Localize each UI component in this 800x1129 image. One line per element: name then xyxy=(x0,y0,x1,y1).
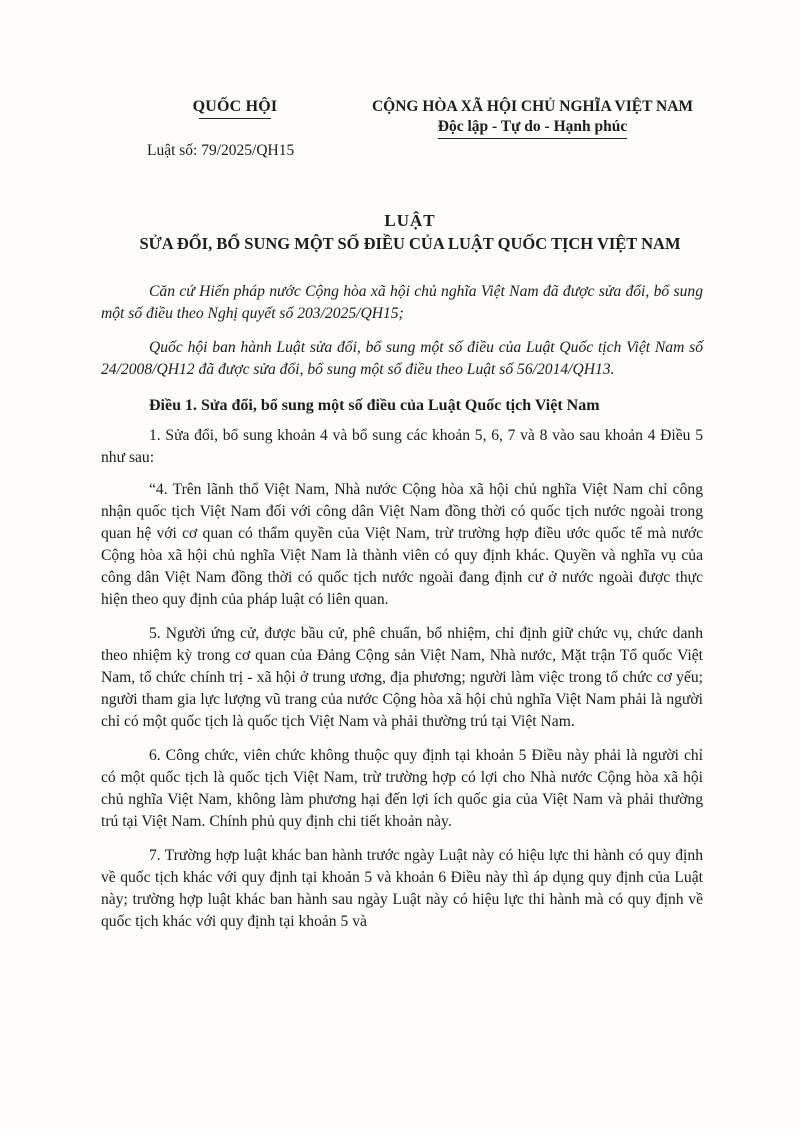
organization-name: QUỐC HỘI xyxy=(192,98,278,115)
nation-name: CỘNG HÒA XÃ HỘI CHỦ NGHĨA VIỆT NAM xyxy=(371,98,694,115)
issuing-body xyxy=(150,98,320,119)
article-paragraph: 7. Trường hợp luật khác ban hành trước ngày Luật này có hiệu lực thi hành có quy định về quốc tịch khác với quy định tại khoản 5 và khoản 6 Điều này thì áp dụng quy định của Luật này; trường hợp luật khác ban hành sau ngày Luật này có hiệu lực thi hành mà có quy định về quốc tịch khác với quy định tại khoản 5 và xyxy=(101,847,703,930)
law-subtitle: SỬA ĐỔI, BỔ SUNG MỘT SỐ ĐIỀU CỦA LUẬT QUỐC TỊCH VIỆT NAM xyxy=(139,234,681,253)
organization-underline xyxy=(199,118,271,119)
article-heading: Điều 1. Sửa đổi, bổ sung một số điều của Luật Quốc tịch Việt Nam xyxy=(149,397,600,414)
document-body xyxy=(101,281,703,945)
preamble-paragraph: Quốc hội ban hành Luật sửa đổi, bổ sung một số điều của Luật Quốc tịch Việt Nam số 24/2008/QH12 đã được sửa đổi, bổ sung một số điều theo Luật số 56/2014/QH13. xyxy=(101,339,703,378)
article-paragraph: 6. Công chức, viên chức không thuộc quy định tại khoản 5 Điều này phải là người chỉ có một quốc tịch là quốc tịch Việt Nam, trừ trường hợp có lợi cho Nhà nước Cộng hòa xã hội chủ nghĩa Việt Nam, không làm phương hại đến lợi ích quốc gia của Việt Nam và phải thường trú tại Việt Nam. Chính phủ quy định chi tiết khoản này. xyxy=(101,747,703,830)
article-paragraph: 5. Người ứng cử, được bầu cử, phê chuẩn, bổ nhiệm, chỉ định giữ chức vụ, chức danh theo nhiệm kỳ trong cơ quan của Đảng Cộng sản Việt Nam, Nhà nước, Mặt trận Tổ quốc Việt Nam, tổ chức chính trị - xã hội ở trung ương, địa phương; người làm việc trong tổ chức cơ yếu; người tham gia lực lượng vũ trang của nước Cộng hòa xã hội chủ nghĩa Việt Nam phải là người chỉ có một quốc tịch là quốc tịch Việt Nam và phải thường trú tại Việt Nam. xyxy=(101,625,703,730)
law-title: LUẬT xyxy=(384,211,436,230)
law-title-block xyxy=(100,211,720,254)
national-header xyxy=(360,98,705,139)
article-paragraph: “4. Trên lãnh thổ Việt Nam, Nhà nước Cộng hòa xã hội chủ nghĩa Việt Nam chỉ công nhận quốc tịch Việt Nam đối với công dân Việt Nam đồng thời có quốc tịch nước ngoài trong quan hệ với cơ quan có thẩm quyền của Việt Nam, trừ trường hợp điều ước quốc tế mà nước Cộng hòa xã hội chủ nghĩa Việt Nam là thành viên có quy định khác. Quyền và nghĩa vụ của công dân Việt Nam đồng thời có quốc tịch nước ngoài đang định cư ở nước ngoài được thực hiện theo quy định của pháp luật có liên quan. xyxy=(101,481,703,608)
law-number: Luật số: 79/2025/QH15 xyxy=(147,142,295,159)
preamble-paragraph: Căn cứ Hiến pháp nước Cộng hòa xã hội chủ nghĩa Việt Nam đã được sửa đổi, bổ sung một số điều theo Nghị quyết số 203/2025/QH15; xyxy=(101,283,703,322)
national-motto: Độc lập - Tự do - Hạnh phúc xyxy=(438,118,627,139)
article-paragraph: 1. Sửa đổi, bổ sung khoản 4 và bổ sung các khoản 5, 6, 7 và 8 vào sau khoản 4 Điều 5 như sau: xyxy=(101,427,703,466)
